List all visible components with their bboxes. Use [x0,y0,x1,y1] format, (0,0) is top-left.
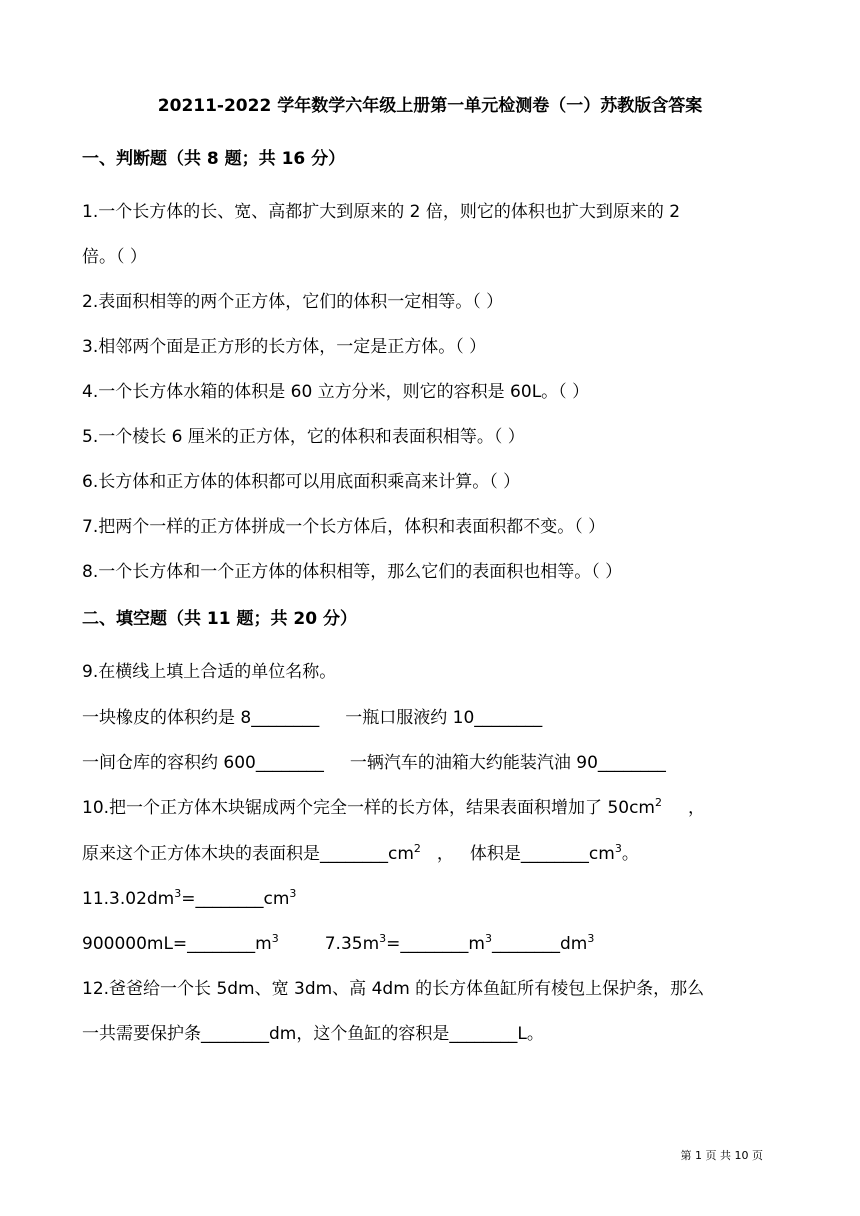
question-11-blank-3: =________m [386,934,485,954]
question-10-period: 。 [621,844,639,864]
question-11-blank-2: 900000mL=________m [82,934,272,954]
question-10-line-2 [82,840,639,868]
page-footer: 第 1 页 共 10 页 [680,1149,763,1162]
question-11-line-1 [82,885,296,913]
question-10-punct: ， [436,844,454,864]
question-9-row-1 [82,704,542,732]
question-2: 2.表面积相等的两个正方体，它们的体积一定相等。（ ） [82,292,504,312]
question-9-blank-b: 一瓶口服液约 10________ [345,708,543,728]
question-12-line-2: 一共需要保护条________dm，这个鱼缸的容积是________L。 [82,1024,544,1044]
question-12-line-1: 12.爸爸给一个长 5dm、宽 3dm、高 4dm 的长方体鱼缸所有棱包上保护条，那么 [82,979,705,999]
superscript: 3 [379,932,387,945]
question-9-row-2 [82,749,666,777]
question-10-punct: ， [687,798,705,818]
superscript: 3 [587,932,595,945]
question-5: 5.一个棱长 6 厘米的正方体，它的体积和表面积相等。（ ） [82,427,525,447]
question-11-blank-4: ________dm [491,934,588,954]
question-9-blank-d: 一辆汽车的油箱大约能装汽油 90________ [349,753,666,773]
document-title: 20211-2022 学年数学六年级上册第一单元检测卷（一）苏教版含答案 [157,96,703,116]
question-11-blank-1: =________cm [181,889,290,909]
question-11-text-2: 7.35m [324,934,380,954]
superscript: 2 [654,796,662,809]
question-3: 3.相邻两个面是正方形的长方体，一定是正方体。（ ） [82,337,487,357]
question-4: 4.一个长方体水箱的体积是 60 立方分米，则它的容积是 60L。（ ） [82,382,590,402]
question-1-line-1: 1.一个长方体的长、宽、高都扩大到原来的 2 倍，则它的体积也扩大到原来的 2 [82,202,681,222]
question-8: 8.一个长方体和一个正方体的体积相等，那么它们的表面积也相等。（ ） [82,562,623,582]
question-10-surface-blank: 原来这个正方体木块的表面积是________cm [82,844,414,864]
question-7: 7.把两个一样的正方体拼成一个长方体后，体积和表面积都不变。（ ） [82,517,606,537]
question-10-text: 10.把一个正方体木块锯成两个完全一样的长方体，结果表面积增加了 50cm [82,798,655,818]
superscript: 3 [271,932,279,945]
question-10-line-1 [82,794,705,822]
question-9-prompt: 9.在横线上填上合适的单位名称。 [82,662,337,682]
superscript: 2 [413,842,421,855]
superscript: 3 [174,887,182,900]
question-6: 6.长方体和正方体的体积都可以用底面积乘高来计算。（ ） [82,472,521,492]
question-9-blank-c: 一间仓库的容积约 600________ [82,753,324,773]
section-heading-fill-blank: 二、填空题（共 11 题；共 20 分） [82,609,357,629]
question-11-line-2 [82,930,594,958]
question-9-blank-a: 一块橡皮的体积约是 8________ [82,708,320,728]
question-1-line-2: 倍。（ ） [82,247,147,267]
superscript: 3 [289,887,297,900]
superscript: 3 [484,932,492,945]
question-10-volume-blank: 体积是________cm [469,844,615,864]
superscript: 3 [614,842,622,855]
question-11-text: 11.3.02dm [82,889,175,909]
section-heading-judgment: 一、判断题（共 8 题；共 16 分） [82,149,346,169]
